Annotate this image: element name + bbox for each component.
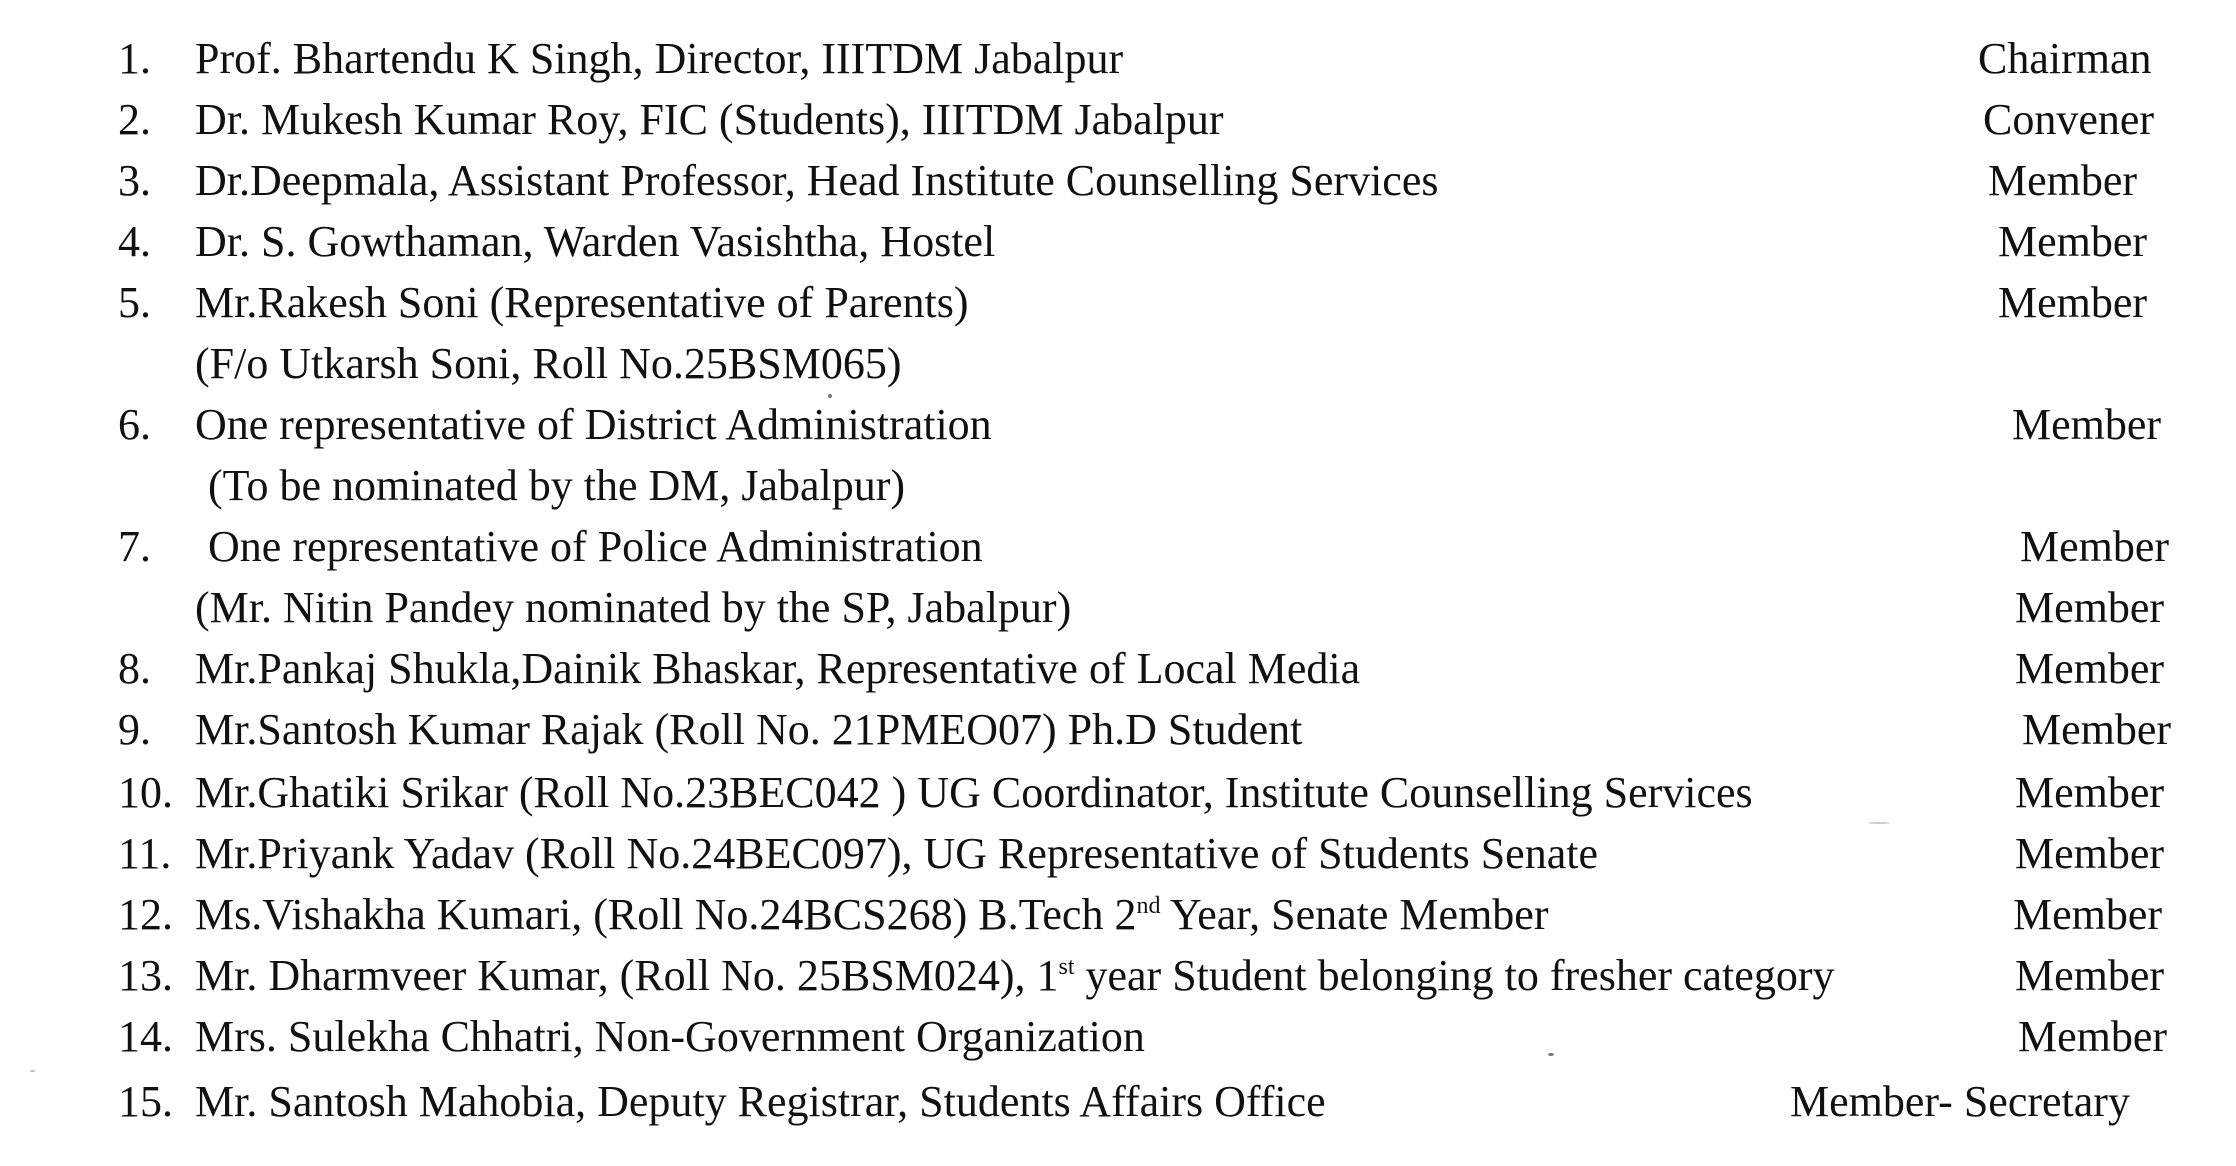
- member-role: Member: [1988, 156, 2138, 205]
- member-description-part: Ms.Vishakha Kumari, (Roll No.24BCS268) B.Tech 2: [195, 890, 1137, 939]
- list-item: [0, 945, 2236, 1007]
- list-item: [0, 394, 2236, 456]
- item-number: 14.: [118, 1012, 173, 1061]
- scan-speck: [828, 394, 832, 398]
- member-description: Mr.Rakesh Soni (Representative of Parents): [195, 278, 969, 327]
- list-item: [0, 1006, 2236, 1068]
- member-subtext: (Mr. Nitin Pandey nominated by the SP, Jabalpur): [195, 583, 1072, 632]
- item-number: 1.: [118, 34, 151, 83]
- item-number: 13.: [118, 951, 173, 1000]
- item-number: 2.: [118, 95, 151, 144]
- item-number: 8.: [118, 644, 151, 693]
- item-number: 7.: [118, 522, 151, 571]
- list-item: [0, 699, 2236, 761]
- item-number: 9.: [118, 705, 151, 754]
- list-item: [0, 638, 2236, 700]
- list-item: [0, 211, 2236, 273]
- item-number: 15.: [118, 1077, 173, 1126]
- list-item-continuation: [0, 455, 2236, 517]
- member-description: Dr.Deepmala, Assistant Professor, Head Institute Counselling Services: [195, 156, 1439, 205]
- scan-speck: [30, 1070, 35, 1072]
- member-description: Dr. Mukesh Kumar Roy, FIC (Students), IIITDM Jabalpur: [195, 95, 1224, 144]
- member-description: Mr. Santosh Mahobia, Deputy Registrar, Students Affairs Office: [195, 1077, 1326, 1126]
- member-description: Mr.Ghatiki Srikar (Roll No.23BEC042 ) UG Coordinator, Institute Counselling Services: [195, 768, 1753, 817]
- list-item: [0, 89, 2236, 151]
- item-number: 11.: [118, 829, 172, 878]
- member-description-part: Year, Senate Member: [1160, 890, 1549, 939]
- item-number: 5.: [118, 278, 151, 327]
- list-item: [0, 150, 2236, 212]
- member-role: Member: [2015, 829, 2165, 878]
- list-item: [0, 884, 2236, 946]
- list-item-continuation: [0, 577, 2236, 639]
- list-item: [0, 516, 2236, 578]
- member-description: [195, 945, 1834, 1007]
- member-description: Mrs. Sulekha Chhatri, Non-Government Organization: [195, 1012, 1145, 1061]
- item-number: 4.: [118, 217, 151, 266]
- list-item: [0, 762, 2236, 824]
- member-description: Dr. S. Gowthaman, Warden Vasishtha, Hostel: [195, 217, 996, 266]
- member-description-part: year Student belonging to fresher category: [1074, 951, 1835, 1000]
- member-subtext: (To be nominated by the DM, Jabalpur): [208, 461, 906, 510]
- ordinal-suffix: nd: [1136, 893, 1161, 919]
- item-number: 6.: [118, 400, 151, 449]
- member-description: One representative of District Administration: [195, 400, 992, 449]
- member-role: Member- Secretary: [1790, 1077, 2130, 1126]
- list-item-continuation: [0, 333, 2236, 395]
- member-description: One representative of Police Administration: [208, 522, 983, 571]
- member-description: [195, 884, 1548, 946]
- list-item: [0, 28, 2236, 90]
- member-role: Member: [2015, 644, 2165, 693]
- member-role: Member: [2020, 522, 2170, 571]
- item-number: 10.: [118, 768, 173, 817]
- member-description: Mr.Santosh Kumar Rajak (Roll No. 21PMEO07) Ph.D Student: [195, 705, 1303, 754]
- list-item: [0, 1071, 2236, 1133]
- member-role: Member: [2012, 400, 2162, 449]
- member-subrole: Member: [2015, 583, 2165, 632]
- member-role: Member: [2018, 1012, 2168, 1061]
- item-number: 12.: [118, 890, 173, 939]
- scan-speck: [1868, 822, 1890, 824]
- member-role: Member: [2015, 768, 2165, 817]
- member-role: Convener: [1983, 95, 2155, 144]
- scan-speck: [1548, 1053, 1554, 1056]
- member-role: Chairman: [1978, 34, 2152, 83]
- member-role: Member: [2013, 890, 2163, 939]
- ordinal-suffix: st: [1058, 954, 1075, 980]
- member-description: Mr.Pankaj Shukla,Dainik Bhaskar, Representative of Local Media: [195, 644, 1361, 693]
- list-item: [0, 823, 2236, 885]
- member-role: Member: [1998, 278, 2148, 327]
- member-description: Prof. Bhartendu K Singh, Director, IIITDM Jabalpur: [195, 34, 1124, 83]
- member-description: Mr.Priyank Yadav (Roll No.24BEC097), UG Representative of Students Senate: [195, 829, 1598, 878]
- member-role: Member: [1998, 217, 2148, 266]
- member-role: Member: [2022, 705, 2172, 754]
- member-subtext: (F/o Utkarsh Soni, Roll No.25BSM065): [195, 339, 902, 388]
- member-role: Member: [2015, 951, 2165, 1000]
- list-item: [0, 272, 2236, 334]
- item-number: 3.: [118, 156, 151, 205]
- member-description-part: Mr. Dharmveer Kumar, (Roll No. 25BSM024), 1: [195, 951, 1059, 1000]
